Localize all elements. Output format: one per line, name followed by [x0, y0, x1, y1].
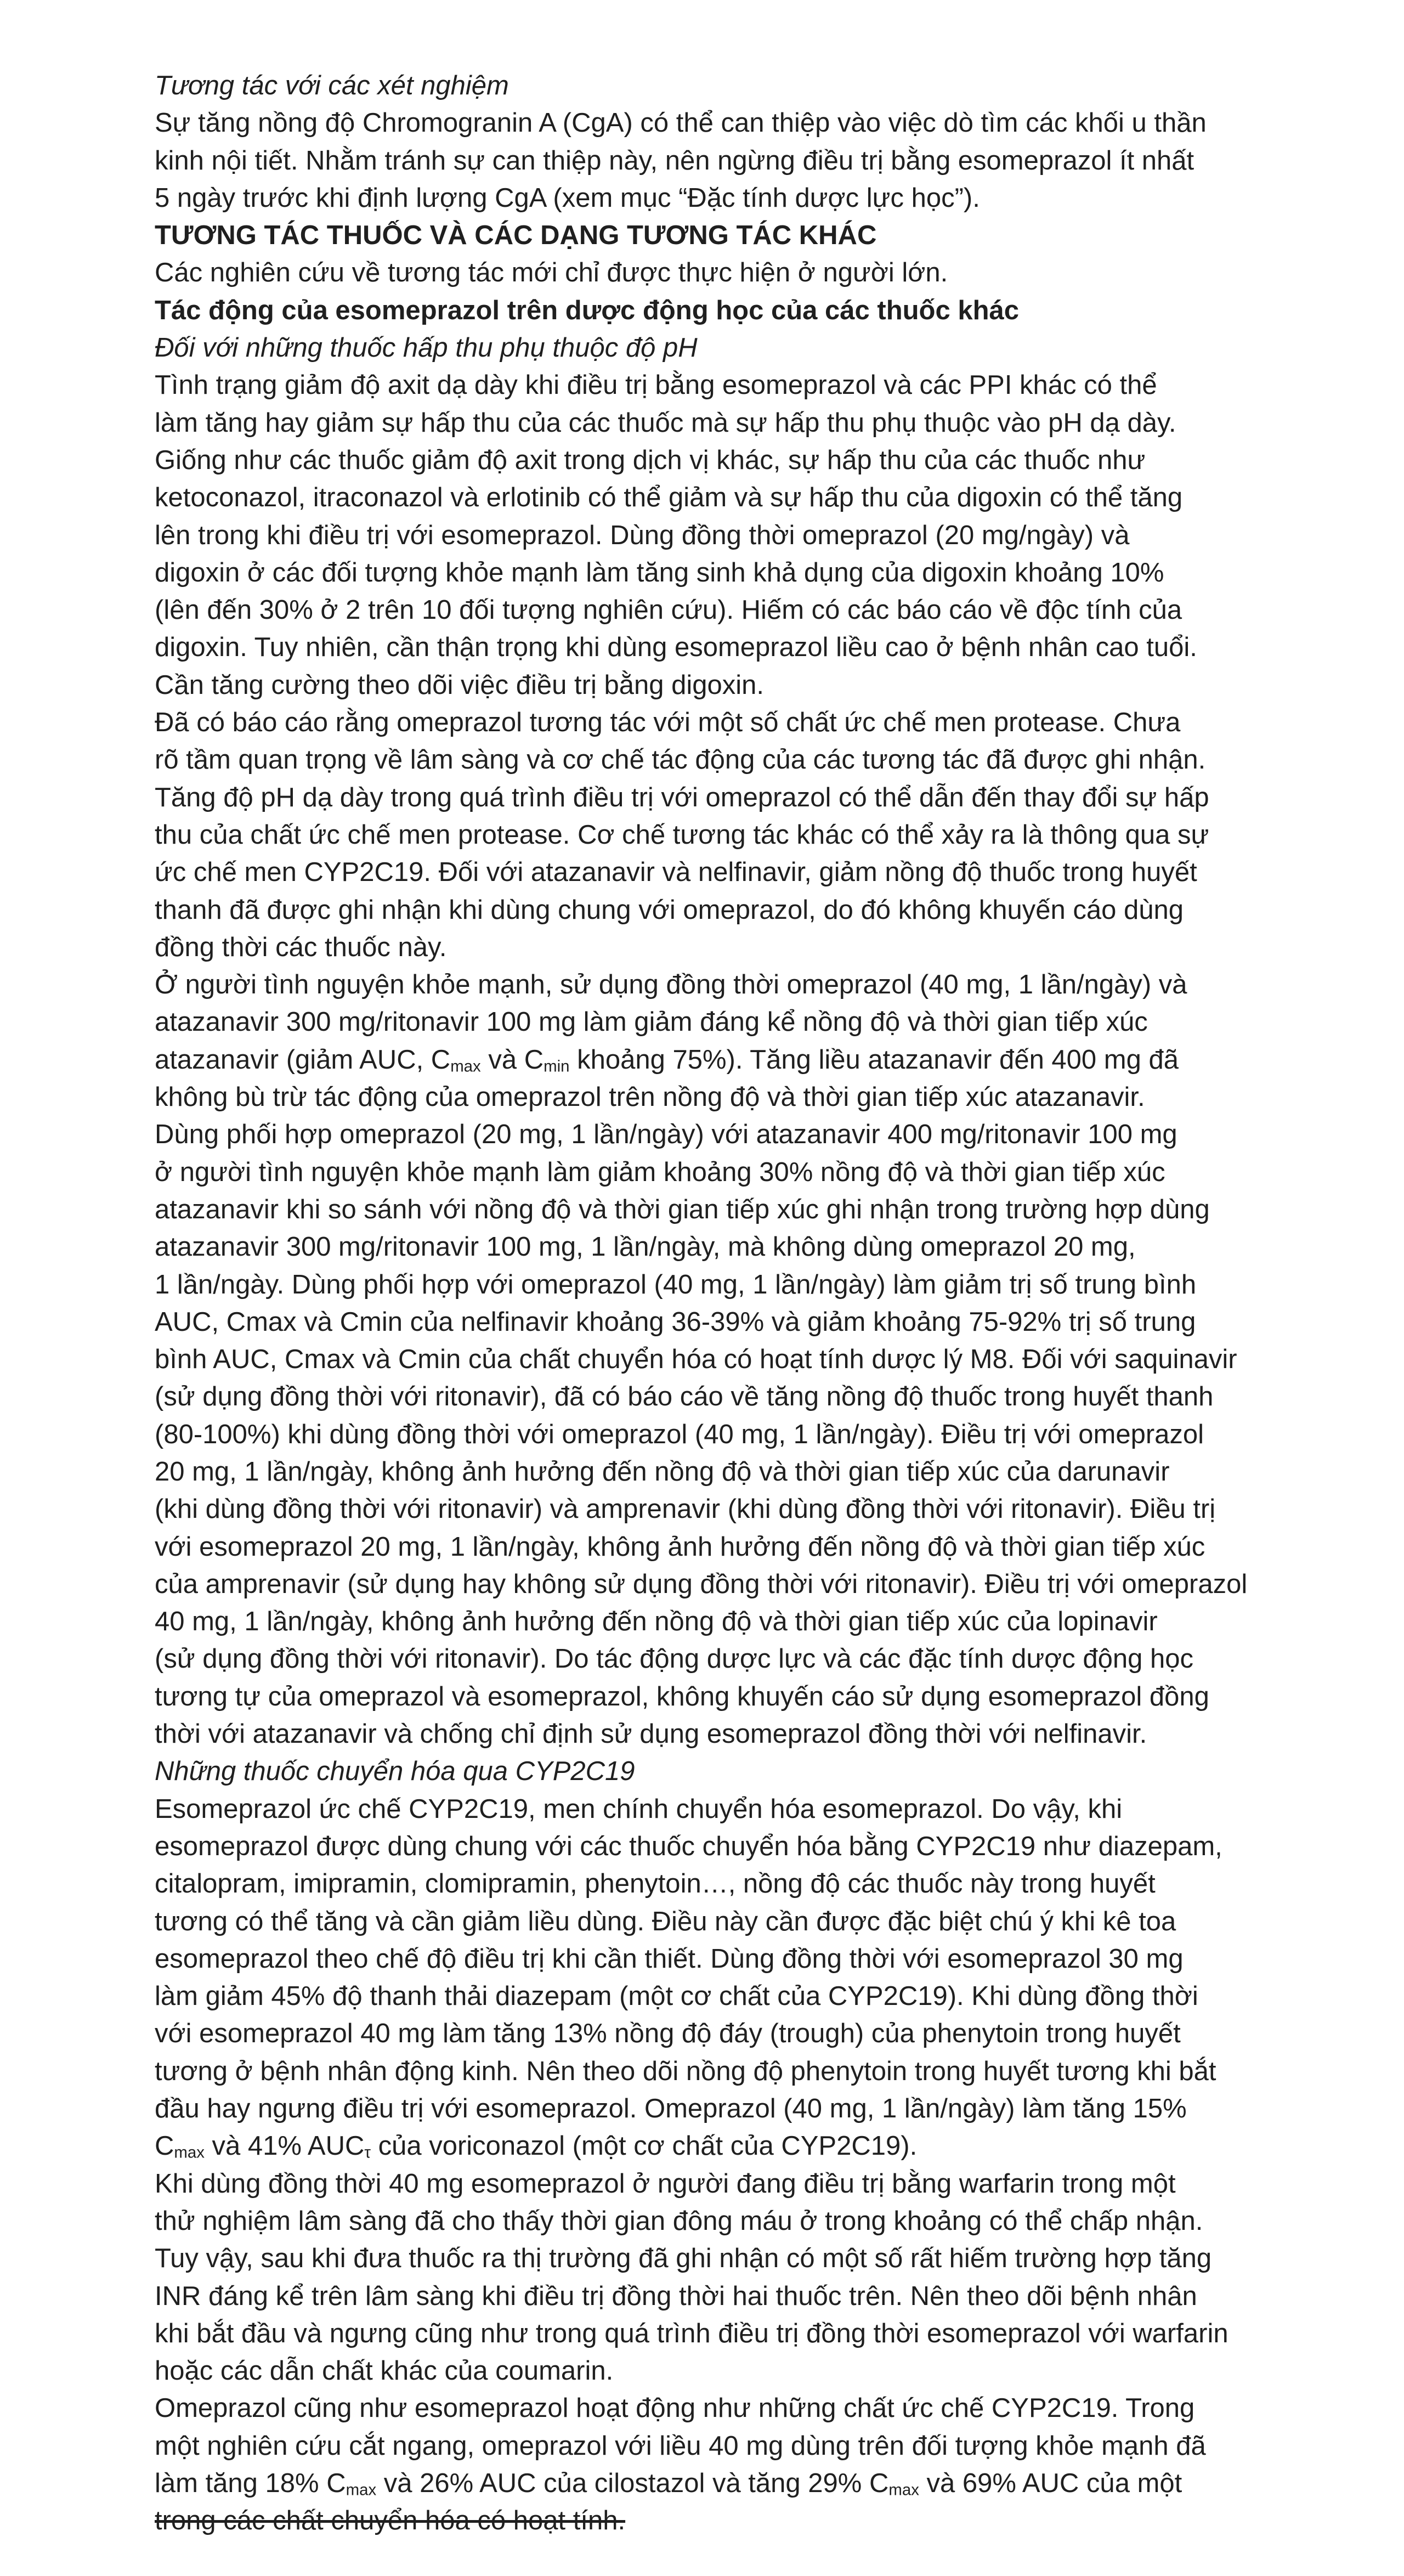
text-line: với esomeprazol 20 mg, 1 lần/ngày, không ảnh hưởng đến nồng độ và thời gian tiếp xúc	[155, 1532, 1205, 1562]
text-run: và C	[480, 1044, 544, 1075]
text-line: của amprenavir (sử dụng hay không sử dụng đồng thời với ritonavir). Điều trị với omeprazol	[155, 1569, 1248, 1599]
text-line: làm tăng hay giảm sự hấp thu của các thuốc mà sự hấp thu phụ thuộc vào pH dạ dày.	[155, 408, 1176, 438]
text-line: thử nghiệm lâm sàng đã cho thấy thời gian đông máu ở trong khoảng có thể chấp nhận.	[155, 2206, 1203, 2236]
text-line: esomeprazol theo chế độ điều trị khi cần thiết. Dùng đồng thời với esomeprazol 30 mg	[155, 1944, 1184, 1974]
text-run: khoảng 75%). Tăng liều atazanavir đến 400 mg đã	[569, 1044, 1179, 1075]
text-line: atazanavir 300 mg/ritonavir 100 mg làm giảm đáng kể nồng độ và thời gian tiếp xúc	[155, 1007, 1148, 1037]
text-line: Cần tăng cường theo dõi việc điều trị bằng digoxin.	[155, 670, 764, 700]
text-line: với esomeprazol 40 mg làm tăng 13% nồng độ đáy (trough) của phenytoin trong huyết	[155, 2019, 1181, 2049]
text-line: tương ở bệnh nhân động kinh. Nên theo dõi nồng độ phenytoin trong huyết tương khi bắt	[155, 2056, 1216, 2086]
text-line: Tăng độ pH dạ dày trong quá trình điều trị với omeprazol có thể dẫn đến thay đổi sự hấp	[155, 782, 1209, 812]
text-line: thanh đã được ghi nhận khi dùng chung với omeprazol, do đó không khuyến cáo dùng	[155, 895, 1184, 925]
text-line: (sử dụng đồng thời với ritonavir), đã có báo cáo về tăng nồng độ thuốc trong huyết thanh	[155, 1382, 1214, 1412]
text-line: Tuy vậy, sau khi đưa thuốc ra thị trường đã ghi nhận có một số rất hiếm trường hợp tăng	[155, 2244, 1212, 2274]
subscript-max: max	[346, 2481, 377, 2499]
text-line: atazanavir 300 mg/ritonavir 100 mg, 1 lần/ngày, mà không dùng omeprazol 20 mg,	[155, 1232, 1136, 1262]
section-heading-lab-test-interactions: Tương tác với các xét nghiệm	[155, 71, 509, 100]
text-line: Khi dùng đồng thời 40 mg esomeprazol ở người đang điều trị bằng warfarin trong một	[155, 2168, 1176, 2199]
subscript-min: min	[544, 1057, 570, 1075]
text-run: C	[155, 2131, 174, 2161]
text-line: đầu hay ngưng điều trị với esomeprazol. Omeprazol (40 mg, 1 lần/ngày) làm tăng 15%	[155, 2094, 1187, 2124]
text-line: digoxin ở các đối tượng khỏe mạnh làm tăng sinh khả dụng của digoxin khoảng 10%	[155, 557, 1164, 587]
text-line: Dùng phối hợp omeprazol (20 mg, 1 lần/ngày) với atazanavir 400 mg/ritonavir 100 mg	[155, 1120, 1177, 1150]
text-run: và 41% AUC	[204, 2131, 365, 2161]
text-line: AUC, Cmax và Cmin của nelfinavir khoảng 36-39% và giảm khoảng 75-92% trị số trung	[155, 1307, 1196, 1337]
text-line: kinh nội tiết. Nhằm tránh sự can thiệp này, nên ngừng điều trị bằng esomeprazol ít nhất	[155, 145, 1194, 176]
text-line: (khi dùng đồng thời với ritonavir) và amprenavir (khi dùng đồng thời với ritonavir). Điều trị	[155, 1494, 1216, 1524]
text-line: làm giảm 45% độ thanh thải diazepam (một cơ chất của CYP2C19). Khi dùng đồng thời	[155, 1981, 1198, 2012]
text-run: của voriconazol (một cơ chất của CYP2C19).	[370, 2131, 918, 2161]
text-line: (lên đến 30% ở 2 trên 10 đối tượng nghiên cứu). Hiếm có các báo cáo về độc tính của	[155, 595, 1182, 625]
text-line: INR đáng kể trên lâm sàng khi điều trị đồng thời hai thuốc trên. Nên theo dõi bệnh nhân	[155, 2281, 1197, 2311]
text-line: Ở người tình nguyện khỏe mạnh, sử dụng đồng thời omeprazol (40 mg, 1 lần/ngày) và	[155, 970, 1187, 1000]
text-run: và 69% AUC của một	[919, 2468, 1182, 2498]
struck-text-line: trong các chất chuyển hóa có hoạt tính.	[155, 2506, 626, 2536]
text-line: (sử dụng đồng thời với ritonavir). Do tác động dược lực và các đặc tính dược động học	[155, 1644, 1193, 1674]
text-line: Esomeprazol ức chế CYP2C19, men chính chuyển hóa esomeprazol. Do vậy, khi	[155, 1794, 1123, 1824]
text-line: Sự tăng nồng độ Chromogranin A (CgA) có thể can thiệp vào việc dò tìm các khối u thần	[155, 108, 1207, 138]
text-line-with-subscripts	[155, 2127, 1334, 2165]
text-line: một nghiên cứu cắt ngang, omeprazol với liều 40 mg dùng trên đối tượng khỏe mạnh đã	[155, 2431, 1206, 2461]
text-line: tương có thể tăng và cần giảm liều dùng. Điều này cần được đặc biệt chú ý khi kê toa	[155, 1906, 1176, 1936]
text-line: thu của chất ức chế men protease. Cơ chế tương tác khác có thể xảy ra là thông qua sự	[155, 820, 1209, 850]
subscript-max: max	[450, 1057, 481, 1075]
text-run: atazanavir (giảm AUC, C	[155, 1044, 451, 1075]
text-line-with-subscripts	[155, 1041, 1334, 1078]
text-line: atazanavir khi so sánh với nồng độ và thời gian tiếp xúc ghi nhận trong trường hợp dùng	[155, 1194, 1210, 1224]
text-line: lên trong khi điều trị với esomeprazol. Dùng đồng thời omeprazol (20 mg/ngày) và	[155, 520, 1130, 550]
text-line: ức chế men CYP2C19. Đối với atazanavir và nelfinavir, giảm nồng độ thuốc trong huyết	[155, 857, 1197, 888]
text-line: 20 mg, 1 lần/ngày, không ảnh hưởng đến nồng độ và thời gian tiếp xúc của darunavir	[155, 1456, 1170, 1487]
text-line: 40 mg, 1 lần/ngày, không ảnh hưởng đến nồng độ và thời gian tiếp xúc của lopinavir	[155, 1607, 1158, 1637]
document-page	[155, 67, 1334, 2540]
text-line: citalopram, imipramin, clomipramin, phenytoin…, nồng độ các thuốc này trong huyết	[155, 1869, 1156, 1899]
text-line-with-subscripts	[155, 2465, 1334, 2502]
subscript-tau: τ	[364, 2143, 371, 2162]
subscript-max: max	[888, 2481, 919, 2499]
text-line: tương tự của omeprazol và esomeprazol, không khuyến cáo sử dụng esomeprazol đồng	[155, 1681, 1209, 1711]
text-line: thời với atazanavir và chống chỉ định sử dụng esomeprazol đồng thời với nelfinavir.	[155, 1719, 1147, 1749]
text-line: ở người tình nguyện khỏe mạnh làm giảm khoảng 30% nồng độ và thời gian tiếp xúc	[155, 1157, 1165, 1187]
text-line: Tình trạng giảm độ axit dạ dày khi điều trị bằng esomeprazol và các PPI khác có thể	[155, 370, 1157, 400]
subheading-ph-dependent-drugs: Đối với những thuốc hấp thu phụ thuộc độ pH	[155, 333, 698, 363]
text-line: đồng thời các thuốc này.	[155, 932, 447, 962]
section-heading-drug-interactions: TƯƠNG TÁC THUỐC VÀ CÁC DẠNG TƯƠNG TÁC KHÁC	[155, 221, 877, 251]
text-line: digoxin. Tuy nhiên, cần thận trọng khi dùng esomeprazol liều cao ở bệnh nhân cao tuổi.	[155, 632, 1197, 663]
text-line: Omeprazol cũng như esomeprazol hoạt động như những chất ức chế CYP2C19. Trong	[155, 2393, 1195, 2424]
text-line: Giống như các thuốc giảm độ axit trong dịch vị khác, sự hấp thu của các thuốc như	[155, 445, 1146, 475]
text-line: (80-100%) khi dùng đồng thời với omeprazol (40 mg, 1 lần/ngày). Điều trị với omeprazol	[155, 1419, 1204, 1449]
text-line: 5 ngày trước khi định lượng CgA (xem mục “Đặc tính dược lực học”).	[155, 183, 980, 213]
text-line: hoặc các dẫn chất khác của coumarin.	[155, 2356, 614, 2386]
text-line: ketoconazol, itraconazol và erlotinib có thể giảm và sự hấp thu của digoxin có thể tăng	[155, 483, 1183, 513]
text-line: Các nghiên cứu về tương tác mới chỉ được thực hiện ở người lớn.	[155, 258, 948, 288]
subheading-cyp2c19-drugs: Những thuốc chuyển hóa qua CYP2C19	[155, 1756, 635, 1787]
text-line: Đã có báo cáo rằng omeprazol tương tác với một số chất ức chế men protease. Chưa	[155, 708, 1181, 738]
text-run: và 26% AUC của cilostazol và tăng 29% C	[376, 2468, 889, 2498]
text-line: 1 lần/ngày. Dùng phối hợp với omeprazol (40 mg, 1 lần/ngày) làm giảm trị số trung bình	[155, 1269, 1197, 1300]
text-line: esomeprazol được dùng chung với các thuốc chuyển hóa bằng CYP2C19 như diazepam,	[155, 1831, 1222, 1861]
text-line: bình AUC, Cmax và Cmin của chất chuyển hóa có hoạt tính dược lý M8. Đối với saquinavir	[155, 1345, 1237, 1375]
text-line: không bù trừ tác động của omeprazol trên nồng độ và thời gian tiếp xúc atazanavir.	[155, 1082, 1145, 1112]
text-line: khi bắt đầu và ngưng cũng như trong quá trình điều trị đồng thời esomeprazol với warfarin	[155, 2318, 1228, 2348]
text-line: rõ tầm quan trọng về lâm sàng và cơ chế tác động của các tương tác đã được ghi nhận.	[155, 745, 1206, 775]
subheading-pharmacokinetic-effects: Tác động của esomeprazol trên dược động học của các thuốc khác	[155, 295, 1020, 325]
subscript-max: max	[174, 2143, 205, 2162]
text-run: làm tăng 18% C	[155, 2468, 346, 2498]
